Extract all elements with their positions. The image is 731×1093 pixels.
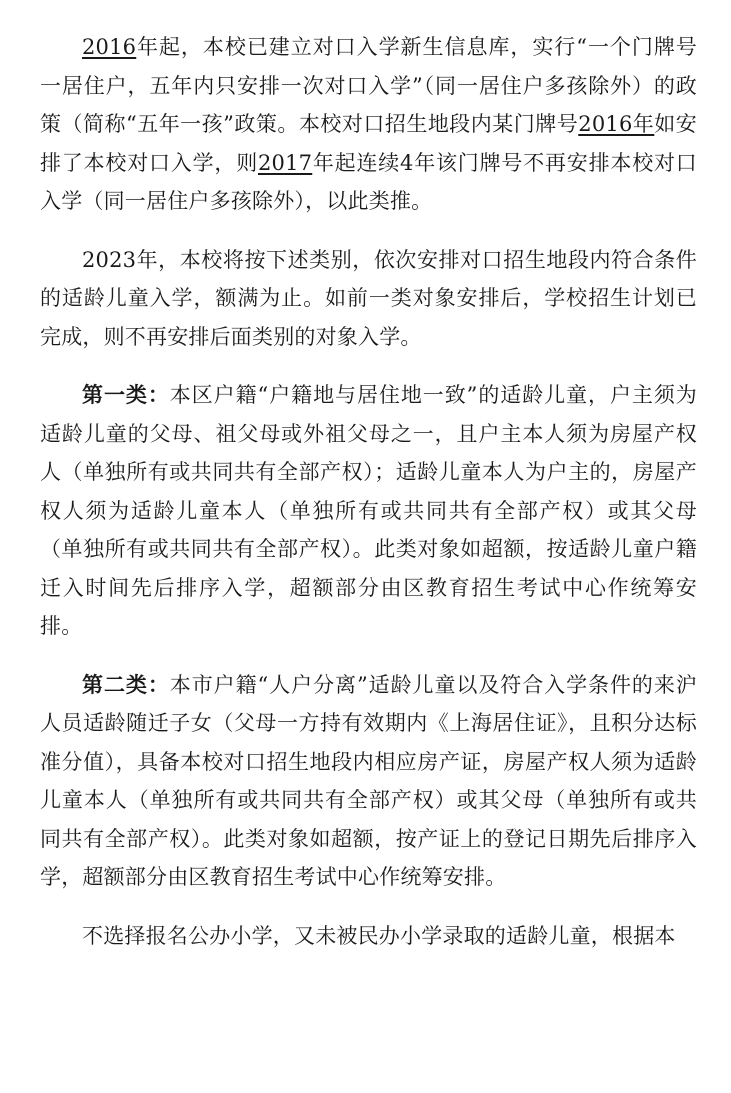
year-2017: 2017 bbox=[258, 150, 313, 175]
category-one-heading: 第一类： bbox=[82, 382, 170, 407]
year-2016: 2016 bbox=[82, 35, 137, 59]
category-two-body: 本市户籍“人户分离”适龄儿童以及符合入学条件的来沪人员适龄随迁子女（父母一方持有效期内《上海居住证》，且积分达标准分值），具备本校对口招生地段内相应房产证，房屋产权人须为适龄儿童本人（单独所有或共同共有全部产权）或其父母（单独所有或共同共有全部产权）。此类对象如超额，按产证上的登记日期先后排序入学，超额部分由区教育招生考试中心作统筹安排。 bbox=[40, 672, 697, 889]
year-2016-inline: 2016年 bbox=[578, 112, 655, 136]
paragraph-2023-arrangement: 2023年，本校将按下述类别，依次安排对口招生地段内符合条件的适龄儿童入学，额满为止。如前一类对象安排后，学校招生计划已完成，则不再安排后面类别的对象入学。 bbox=[40, 247, 697, 349]
paragraph-category-one bbox=[40, 376, 697, 646]
category-two-heading: 第二类： bbox=[82, 671, 170, 697]
paragraph-five-year-policy bbox=[40, 28, 697, 221]
policy-text-3: 年起连续4年该门牌号不再安排本校对口入学（同一居住户多孩除外），以此类推。 bbox=[40, 150, 697, 213]
paragraph-category-two bbox=[40, 666, 697, 897]
category-one-body: 本区户籍“户籍地与居住地一致”的适龄儿童，户主须为适龄儿童的父母、祖父母或外祖父母之一，且户主本人须为房屋产权人（单独所有或共同共有全部产权）；适龄儿童本人为户主的，房屋产权人须为适龄儿童本人（单独所有或共同共有全部产权）或其父母（单独所有或共同共有全部产权）。此类对象如超额，按适龄儿童户籍迁入时间先后排序入学，超额部分由区教育招生考试中心作统筹安排。 bbox=[40, 383, 697, 638]
document-page bbox=[40, 28, 697, 975]
policy-text-2: 如安排了本校对口入学，则 bbox=[40, 112, 697, 175]
paragraph-no-public-school: 不选择报名公办小学，又未被民办小学录取的适龄儿童，根据本 bbox=[82, 923, 676, 948]
policy-text-1: 年起，本校已建立对口入学新生信息库，实行“一个门牌号一居住户，五年内只安排一次对口入学”（同一居住户多孩除外）的政策（简称“五年一孩”政策。本校对口招生地段内某门牌号 bbox=[40, 35, 697, 136]
